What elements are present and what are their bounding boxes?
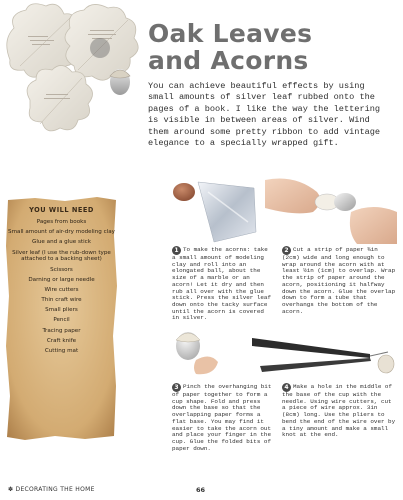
- step-3-body: Pinch the overhanging bit of paper together to form a cup shape. Fold and press down the base so that the overlapping paper forms a flat base. You may find it easier to take the acorn out and place your finger in the cup. Glue the folded bits of paper down.: [172, 383, 272, 452]
- step-2-text: [282, 246, 396, 315]
- step-2-number: 2: [282, 246, 291, 255]
- materials-item: Small amount of air-dry modeling clay: [8, 229, 115, 236]
- materials-item: Scissors: [50, 266, 73, 273]
- materials-item: Glue and a glue stick: [31, 239, 91, 246]
- oak-leaves-photo: [0, 0, 160, 170]
- page-title: [148, 20, 398, 74]
- page-footer: [8, 486, 398, 496]
- step-4-number: 4: [282, 383, 291, 392]
- materials-box: [5, 196, 118, 441]
- title-line-2: and Acorns: [148, 46, 309, 75]
- step-1-number: 1: [172, 246, 181, 255]
- materials-item: Darning or large needle: [28, 276, 95, 283]
- materials-title: YOU WILL NEED: [29, 206, 94, 214]
- step-4-text: [282, 383, 396, 439]
- materials-item: Tracing paper: [42, 327, 81, 334]
- page-number: 66: [196, 486, 206, 494]
- materials-item: Cutting mat: [44, 348, 79, 355]
- step-4-body: Make a hole in the middle of the base of the cup with the needle. Using wire cutters, cut a piece of wire approx. 3in (8cm) long. Use the pliers to bend the end of the wire over by a tiny amount and make a small knot at the end.: [282, 383, 396, 439]
- step-3-photo: [166, 322, 220, 378]
- step-1-body: To make the acorns: take a small amount of modeling clay and roll into an elongated ball, about the size of a marble or an acorn! Let it dry and then rub all over with the glue stick. Press the silver leaf down onto the tacky surface until the acorn is covered in silver.: [172, 246, 271, 322]
- materials-item: Pages from books: [36, 219, 87, 225]
- materials-item: Craft knife: [46, 337, 77, 344]
- step-1-text: [172, 246, 272, 322]
- step-2-photo: [265, 172, 399, 244]
- intro-paragraph: You can achieve beautiful effects by using small amounts of silver leaf rubbed onto the pages of a book. I like the way the lettering is visible in between areas of silver. Wind them around some pretty ribbon to add vintage elegance to a specially wrapped gift.: [148, 81, 381, 149]
- title-line-1: Oak Leaves: [148, 19, 313, 48]
- step-3-number: 3: [172, 383, 181, 392]
- step-4-photo: [250, 318, 396, 380]
- section-label: ✽ DECORATING THE HOME: [8, 486, 95, 493]
- materials-item: Pencil: [53, 317, 70, 324]
- materials-list: [7, 219, 116, 358]
- materials-item: Thin craft wire: [41, 297, 82, 304]
- materials-item: Small pliers: [45, 307, 78, 314]
- step-2-body: Cut a strip of paper ¾in (2cm) wide and long enough to wrap around the acorn with at least ½in (1cm) to overlap. Wrap the strip of paper around the acorn, positioning it halfway down the acorn. Glue the overlap down to form a tube that overhangs the bottom of the acorn.: [282, 246, 396, 315]
- materials-item: Wire cutters: [44, 286, 79, 293]
- materials-item: Silver leaf (I use the rub-down type attached to a backing sheet): [12, 249, 111, 263]
- step-1-photo: [168, 172, 260, 244]
- step-3-text: [172, 383, 272, 452]
